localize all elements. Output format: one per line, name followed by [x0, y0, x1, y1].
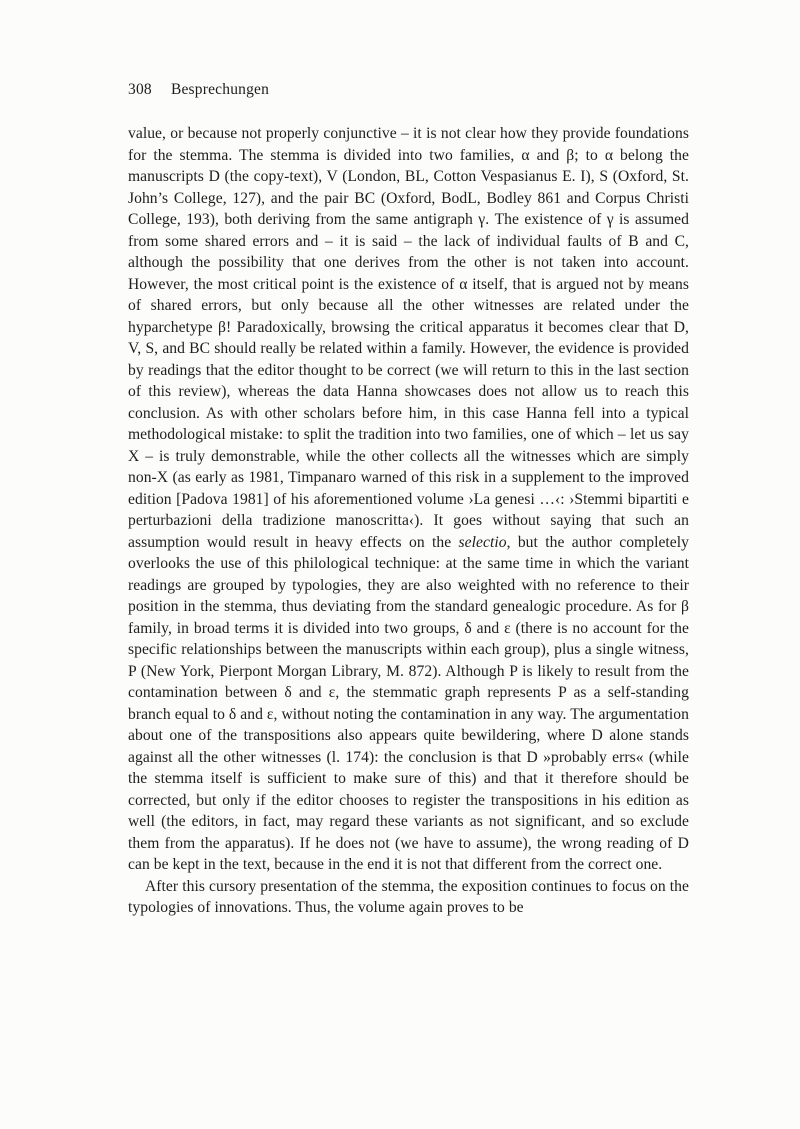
paragraph [128, 123, 689, 876]
body-text [128, 123, 689, 919]
text-run: , but the author completely overlooks the use of this philological technique: at the same time in which the variant readings are grouped by typologies, they are also weighted with no reference to their position in the stemma, thus deviating from the standard genealogic procedure. As for β family, in broad terms it is divided into two groups, δ and ε (there is no account for the specific relationships between the manuscripts within each group), plus a single witness, P (New York, Pierpont Morgan Library, M. 872). Although P is likely to result from the contamination between δ and ε, the stemmatic graph represents P as a self-standing branch equal to δ and ε, without noting the contamination in any way. The argumentation about one of the transpositions also appears quite bewildering, where D alone stands against all the other witnesses (l. 174): the conclusion is that D »probably errs« (while the stemma itself is sufficient to make sure of this) and that it therefore should be corrected, but only if the editor chooses to register the transpositions in his edition as well (the editors, in fact, may regard these variants as not significant, and so exclude them from the apparatus). If he does not (we have to assume), the wrong reading of D can be kept in the text, because in the end it is not that different from the correct one. [128, 533, 689, 873]
running-head: Besprechungen [170, 81, 270, 98]
paragraph [128, 876, 689, 919]
text-run: value, or because not properly conjunctive – it is not clear how they provide foundations for the stemma. The stemma is divided into two families, α and β; to α belong the manuscripts D (the copy-text), V (London, BL, Cotton Vespasianus E. I), S (Oxford, St. John’s College, 127), and the pair BC (Oxford, BodL, Bodley 861 and Corpus Christi College, 193), both deriving from the same antigraph γ. The existence of γ is assumed from some shared errors and – it is said – the lack of individual faults of B and C, although the possibility that one derives from the other is not taken into account. However, the most critical point is the existence of α itself, that is argued not by means of shared errors, but only because all the other witnesses are related under the hyparchetype β! Paradoxically, browsing the critical apparatus it becomes clear that D, V, S, and BC should really be related within a family. However, the evidence is provided by readings that the editor thought to be correct (we will return to this in the last section of this review), whereas the data Hanna showcases does not allow us to reach this conclusion. As with other scholars before him, in this case Hanna fell into a typical methodological mistake: to split the tradition into two families, one of which – let us say X – is truly demonstrable, while the other collects all the witnesses which are simply non-X (as early as 1981, Timpanaro warned of this risk in a supplement to the improved edition [Padova 1981] of his aforementioned volume ›La genesi …‹: ›Stemmi bipartiti e perturbazioni della tradizione manoscritta‹). It goes without saying that such an assumption would result in heavy effects on the [128, 125, 689, 551]
text-block [128, 79, 689, 919]
italic-text-run: selectio [458, 533, 507, 551]
page-header [128, 79, 689, 100]
page-number: 308 [128, 81, 152, 98]
text-run: After this cursory presentation of the stemma, the exposition continues to focus on the typologies of innovations. Thus, the volume again proves to be [128, 877, 689, 916]
